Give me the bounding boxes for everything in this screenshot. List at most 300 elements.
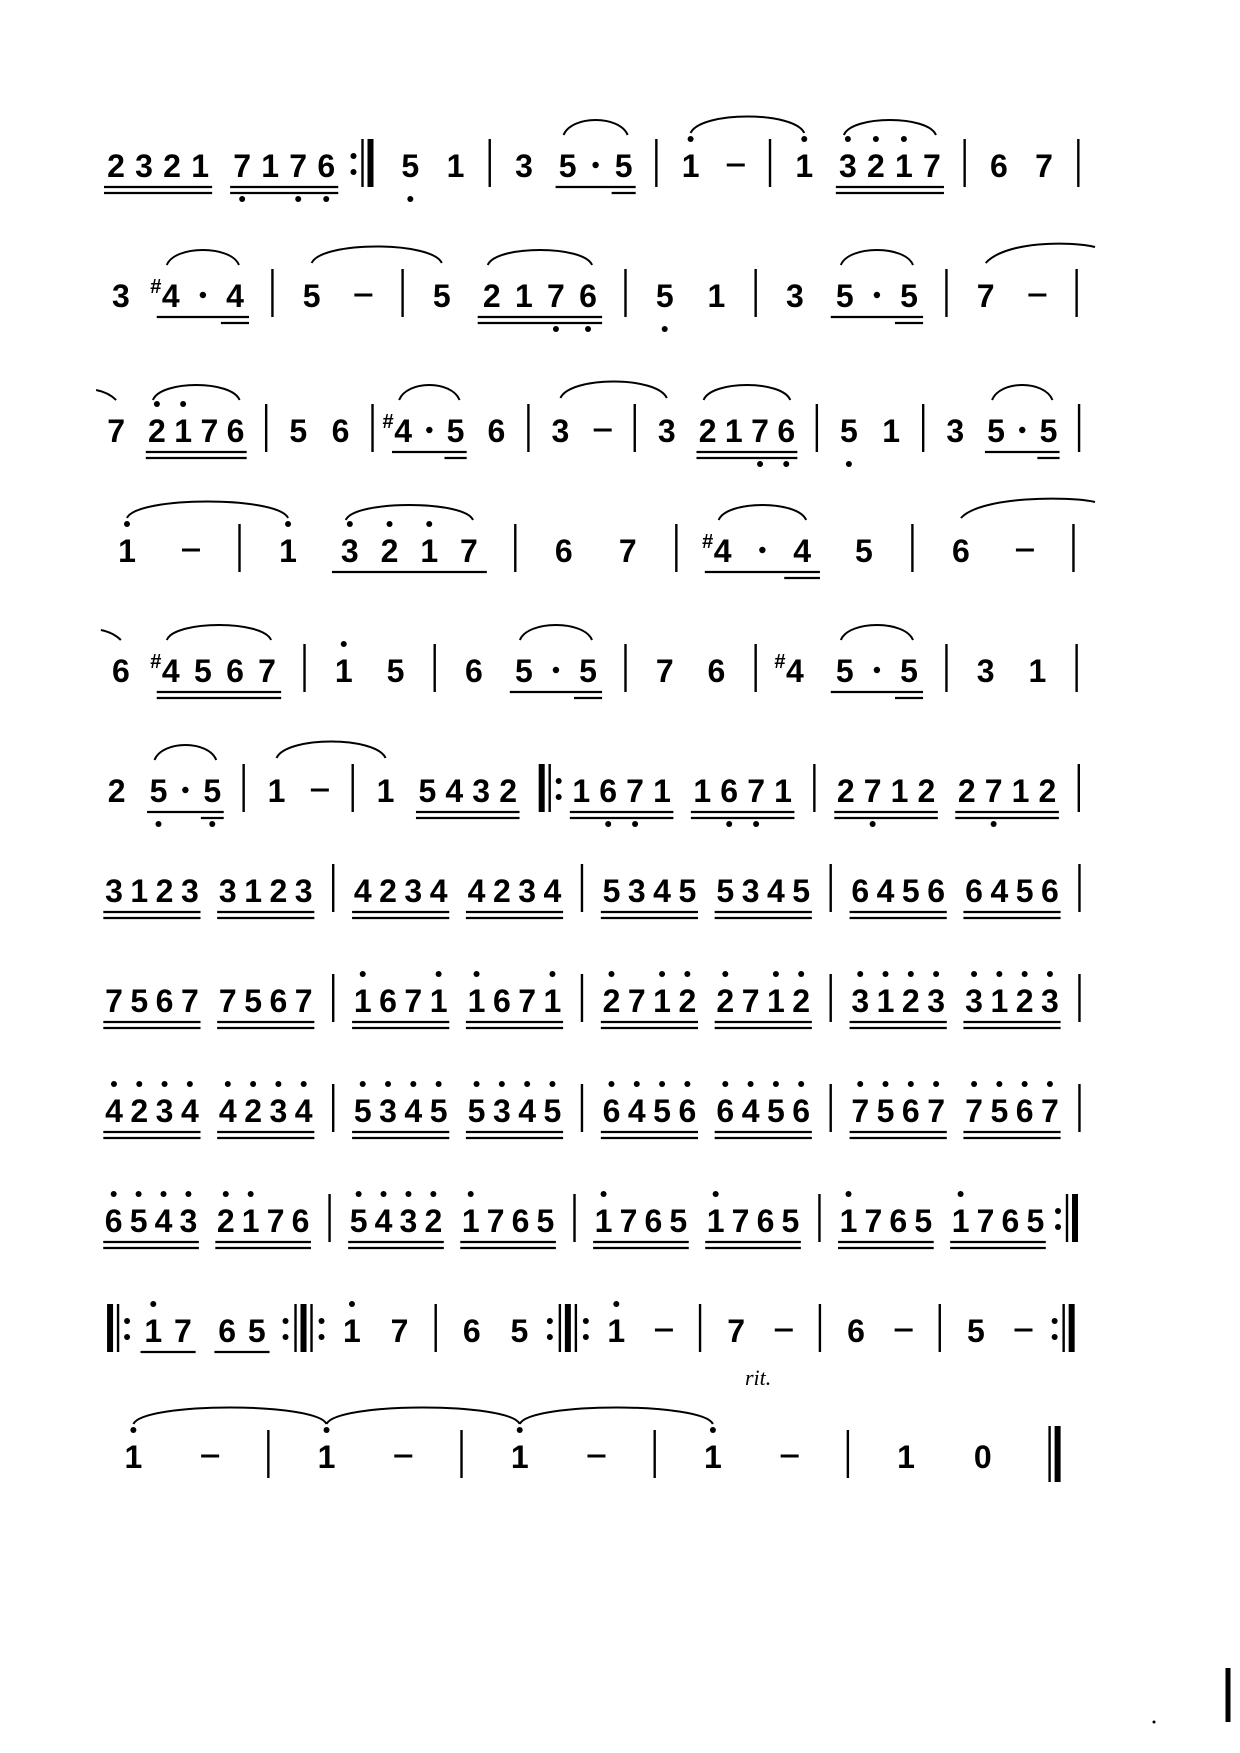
group-note-digit: 6 (269, 983, 288, 1019)
slur (704, 385, 791, 400)
group-note-high-dot (549, 971, 555, 977)
page-speck (1153, 1721, 1156, 1724)
note-digit: 1 (118, 533, 136, 569)
group-note-dot (1019, 427, 1025, 433)
group-note-digit: 1 (244, 873, 263, 909)
group-note-digit: 1 (543, 983, 562, 1019)
group-note-digit: 6 (104, 1203, 123, 1239)
note-digit: 5 (289, 413, 308, 449)
tie (127, 502, 288, 519)
group-note-high-dot (908, 971, 914, 977)
group-note-high-dot (162, 1081, 168, 1087)
group-note-digit: 7 (851, 1093, 870, 1129)
note-digit: 3 (946, 413, 965, 449)
group-note-digit: 5 (767, 1093, 785, 1129)
group-note-digit: 7 (864, 1203, 883, 1239)
note-digit: 1 (707, 278, 726, 314)
note-digit: 1 (607, 1313, 626, 1349)
group-note-digit: 5 (1039, 413, 1058, 449)
group-note-dot (553, 667, 559, 673)
group-note-digit: 7 (965, 1093, 983, 1129)
group-note-low-dot (155, 821, 161, 827)
group-note-digit: 4 (353, 873, 372, 909)
group-note-digit: 2 (836, 773, 855, 809)
group-note-digit: 4 (161, 278, 180, 314)
note-digit: 1 (343, 1313, 361, 1349)
group-note-digit: 1 (774, 773, 792, 809)
group-note-digit: 5 (990, 1093, 1009, 1129)
group-note-digit: 4 (294, 1093, 313, 1129)
group-note-digit: 1 (890, 773, 909, 809)
group-note-digit: 4 (445, 773, 464, 809)
group-note-high-dot (524, 1081, 530, 1087)
group-note-digit: 2 (957, 773, 976, 809)
tie-continuation (96, 390, 116, 400)
group-note-digit: 5 (543, 1093, 562, 1129)
note-digit: 6 (487, 413, 506, 449)
group-note-digit: 1 (420, 533, 439, 569)
group-note-digit: 3 (135, 148, 153, 184)
group-note-digit: 6 (851, 873, 870, 909)
group-note-digit: 3 (851, 983, 870, 1019)
note-digit: 7 (976, 278, 995, 314)
group-note-digit: 7 (731, 1203, 750, 1239)
group-note-high-dot (1047, 1081, 1053, 1087)
group-note-digit: 5 (900, 278, 918, 314)
group-note-high-dot (405, 1191, 411, 1197)
note-digit: 7 (107, 413, 126, 449)
group-note-digit: 5 (781, 1203, 800, 1239)
group-note-digit: 7 (218, 983, 237, 1019)
group-note-high-dot (798, 971, 804, 977)
group-note-high-dot (901, 136, 907, 142)
group-note-digit: 2 (1038, 773, 1057, 809)
note-high-dot (613, 1301, 619, 1307)
group-note-low-dot (239, 196, 245, 202)
group-note-high-dot (180, 401, 186, 407)
group-note-digit: 2 (380, 533, 399, 569)
note-digit: 6 (111, 653, 130, 689)
group-note-digit: 7 (289, 148, 308, 184)
group-note-digit: 2 (216, 1203, 235, 1239)
group-note-digit: 5 (669, 1203, 688, 1239)
group-note-high-dot (436, 971, 442, 977)
group-note-digit: 2 (379, 873, 397, 909)
note-digit: 7 (727, 1313, 746, 1349)
group-note-high-dot (436, 1081, 442, 1087)
slur (488, 250, 592, 265)
group-note-high-dot (410, 1081, 416, 1087)
group-note-digit: 6 (889, 1203, 908, 1239)
group-note-digit: 5 (900, 653, 918, 689)
group-note-high-dot (1022, 1081, 1028, 1087)
slur (346, 505, 473, 520)
group-note-high-dot (608, 971, 614, 977)
tie-continuation (101, 630, 121, 640)
group-note-digit: 1 (353, 983, 372, 1019)
group-note-digit: 5 (353, 1093, 372, 1129)
group-note-digit: 3 (179, 1203, 198, 1239)
group-note-low-dot (757, 461, 763, 467)
group-note-digit: 2 (901, 983, 920, 1019)
note-digit: 5 (401, 148, 420, 184)
note-digit: 5 (510, 1313, 529, 1349)
group-note-digit: 6 (226, 413, 245, 449)
group-note-digit: 5 (1015, 873, 1034, 909)
group-note-digit: 3 (927, 983, 946, 1019)
slur (399, 385, 459, 400)
group-note-digit: 1 (653, 773, 671, 809)
slur (719, 505, 806, 520)
group-note-digit: 4 (429, 873, 448, 909)
group-note-digit: 5 (835, 653, 854, 689)
group-note-digit: 3 (838, 148, 857, 184)
note-digit: 1 (279, 533, 297, 569)
note-digit: 5 (302, 278, 321, 314)
slur (167, 625, 271, 640)
group-note-digit: 2 (716, 983, 735, 1019)
group-note-high-dot (225, 1081, 231, 1087)
group-note-digit: 2 (163, 148, 181, 184)
group-note-high-dot (845, 136, 851, 142)
group-note-high-dot (971, 1081, 977, 1087)
group-note-digit: 2 (678, 983, 697, 1019)
group-note-digit: 5 (876, 1093, 895, 1129)
group-note-high-dot (933, 971, 939, 977)
group-note-digit: 4 (105, 1093, 123, 1129)
group-note-high-dot (136, 1081, 142, 1087)
group-note-high-dot (387, 521, 393, 527)
group-note-digit: 6 (678, 1093, 697, 1129)
note-digit: 1 (1028, 653, 1047, 689)
group-note-digit: 3 (472, 773, 491, 809)
group-note-high-dot (713, 1191, 719, 1197)
group-note-high-dot (601, 1191, 607, 1197)
group-note-high-dot (748, 1081, 754, 1087)
note-high-dot (710, 1427, 716, 1433)
repeat-dot (556, 778, 562, 784)
note-digit: 4 (785, 653, 804, 689)
group-note-digit: 7 (863, 773, 882, 809)
tie (312, 247, 442, 264)
group-note-digit: 5 (514, 653, 533, 689)
group-note-digit: 7 (927, 1093, 946, 1129)
group-note-digit: 7 (626, 773, 644, 809)
group-note-digit: 3 (105, 873, 123, 909)
tie (560, 382, 666, 399)
group-note-digit: 1 (876, 983, 895, 1019)
tie (520, 1408, 713, 1425)
group-note-digit: 5 (536, 1203, 555, 1239)
note-digit: 0 (973, 1439, 992, 1475)
group-note-digit: 6 (720, 773, 739, 809)
group-note-digit: 5 (792, 873, 811, 909)
tie (133, 1408, 326, 1425)
group-note-digit: 6 (716, 1093, 735, 1129)
group-note-digit: 5 (558, 148, 577, 184)
group-note-digit: 4 (627, 1093, 646, 1129)
group-note-digit: 4 (467, 873, 486, 909)
group-note-high-dot (634, 1081, 640, 1087)
group-note-high-dot (275, 1081, 281, 1087)
group-note-digit: 1 (130, 873, 149, 909)
group-note-high-dot (798, 1081, 804, 1087)
group-note-digit: 3 (340, 533, 359, 569)
group-note-high-dot (722, 1081, 728, 1087)
group-note-high-dot (360, 1081, 366, 1087)
group-note-high-dot (426, 521, 432, 527)
group-note-high-dot (908, 1081, 914, 1087)
note-digit: 3 (551, 413, 570, 449)
group-note-digit: 3 (404, 873, 423, 909)
group-note-high-dot (684, 971, 690, 977)
group-note-high-dot (883, 971, 889, 977)
group-note-digit: 3 (741, 873, 760, 909)
rit-marking: rit. (745, 1365, 772, 1390)
group-note-digit: 5 (193, 653, 212, 689)
note-digit: 1 (681, 148, 700, 184)
note-digit: 1 (267, 773, 286, 809)
group-note-digit: 6 (579, 278, 597, 314)
note-sharp: # (774, 651, 786, 673)
group-note-digit: 6 (756, 1203, 775, 1239)
tie (691, 117, 805, 134)
group-note-low-dot (209, 821, 215, 827)
group-note-digit: 3 (218, 873, 237, 909)
group-note-digit: 4 (990, 873, 1009, 909)
group-note-digit: 4 (741, 1093, 760, 1129)
group-note-digit: 6 (1015, 1093, 1034, 1129)
group-note-low-dot (870, 821, 876, 827)
group-note-high-dot (250, 1081, 256, 1087)
group-note-digit: 2 (1015, 983, 1034, 1019)
group-note-digit: 1 (724, 413, 743, 449)
repeat-dot (283, 1334, 289, 1340)
group-note-high-dot (608, 1081, 614, 1087)
group-note-digit: 2 (130, 1093, 149, 1129)
note-digit: 7 (390, 1313, 409, 1349)
group-note-sharp: # (702, 531, 714, 553)
group-note-digit: 7 (105, 983, 123, 1019)
group-note-digit: 4 (161, 653, 180, 689)
note-digit: 1 (897, 1439, 915, 1475)
group-note-digit: 7 (923, 148, 941, 184)
group-note-high-dot (1047, 971, 1053, 977)
group-note-digit: 1 (767, 983, 785, 1019)
group-note-digit: 5 (446, 413, 465, 449)
group-note-high-dot (971, 971, 977, 977)
group-note-high-dot (773, 971, 779, 977)
group-note-digit: 5 (149, 773, 168, 809)
repeat-dot (547, 1318, 553, 1324)
group-note-digit: 6 (1001, 1203, 1020, 1239)
group-note-digit: 1 (951, 1203, 970, 1239)
group-note-dot (874, 667, 880, 673)
group-note-low-dot (553, 326, 559, 332)
group-note-digit: 6 (965, 873, 983, 909)
group-note-digit: 5 (129, 1203, 148, 1239)
group-note-digit: 7 (200, 413, 219, 449)
group-note-digit: 3 (1041, 983, 1059, 1019)
group-note-digit: 4 (793, 533, 811, 569)
note-digit: 1 (795, 148, 814, 184)
group-note-digit: 3 (180, 873, 199, 909)
tie-open (986, 244, 1095, 263)
note-low-dot (662, 326, 668, 332)
group-note-digit: 5 (203, 773, 222, 809)
note-high-dot (124, 521, 130, 527)
repeat-dot (556, 794, 562, 800)
repeat-dot (1052, 1334, 1058, 1340)
group-note-high-dot (150, 1301, 156, 1307)
group-note-high-dot (1022, 971, 1028, 977)
note-digit: 1 (446, 148, 465, 184)
group-note-digit: 7 (266, 1203, 285, 1239)
note-digit: 1 (704, 1439, 722, 1475)
note-digit: 5 (839, 413, 858, 449)
slur (992, 385, 1052, 400)
group-note-digit: 6 (218, 1313, 237, 1349)
group-note-high-dot (684, 1081, 690, 1087)
note-digit: 5 (966, 1313, 985, 1349)
group-note-digit: 1 (241, 1203, 260, 1239)
group-note-digit: 1 (461, 1203, 480, 1239)
note-digit: 5 (432, 278, 451, 314)
group-note-digit: 4 (713, 533, 732, 569)
group-note-high-dot (933, 1081, 939, 1087)
group-note-low-dot (991, 821, 997, 827)
group-note-digit: 5 (602, 873, 621, 909)
group-note-dot (592, 162, 598, 168)
group-note-digit: 5 (835, 278, 854, 314)
repeat-dot (1055, 1208, 1061, 1214)
note-digit: 6 (465, 653, 483, 689)
group-note-digit: 6 (511, 1203, 530, 1239)
group-note-digit: 2 (698, 413, 717, 449)
group-note-high-dot (111, 1191, 117, 1197)
repeat-dot (350, 169, 356, 175)
group-note-digit: 4 (767, 873, 785, 909)
note-high-dot (324, 1427, 330, 1433)
group-note-digit: 1 (191, 148, 210, 184)
group-note-digit: 6 (644, 1203, 663, 1239)
slur (167, 250, 239, 265)
group-note-digit: 5 (987, 413, 1005, 449)
group-note-digit: 5 (653, 1093, 671, 1129)
group-note-digit: 5 (429, 1093, 448, 1129)
note-high-dot (801, 136, 807, 142)
note-digit: 6 (847, 1313, 865, 1349)
group-note-digit: 3 (627, 873, 646, 909)
group-note-digit: 7 (486, 1203, 505, 1239)
group-note-digit: 4 (218, 1093, 237, 1129)
group-note-high-dot (883, 1081, 889, 1087)
group-note-digit: 3 (294, 873, 313, 909)
group-note-high-dot (385, 1081, 391, 1087)
group-note-high-dot (996, 971, 1002, 977)
group-note-digit: 6 (291, 1203, 310, 1239)
group-note-digit: 2 (917, 773, 936, 809)
group-note-digit: 7 (233, 148, 252, 184)
slur (153, 385, 240, 400)
group-note-low-dot (632, 821, 638, 827)
group-note-digit: 5 (247, 1313, 266, 1349)
group-note-digit: 5 (244, 983, 263, 1019)
group-note-digit: 7 (1041, 1093, 1059, 1129)
group-note-digit: 1 (467, 983, 486, 1019)
group-note-digit: 1 (429, 983, 448, 1019)
group-note-digit: 5 (467, 1093, 486, 1129)
note-digit: 1 (317, 1439, 336, 1475)
group-note-high-dot (356, 1191, 362, 1197)
repeat-dot (319, 1318, 325, 1324)
group-note-digit: 1 (839, 1203, 858, 1239)
group-note-digit: 6 (492, 983, 511, 1019)
group-note-digit: 4 (404, 1093, 423, 1129)
group-note-digit: 1 (706, 1203, 725, 1239)
group-note-high-dot (111, 1081, 117, 1087)
group-note-high-dot (549, 1081, 555, 1087)
group-note-dot (200, 292, 206, 298)
group-note-digit: 5 (901, 873, 920, 909)
group-note-digit: 1 (895, 148, 913, 184)
group-note-sharp: # (150, 651, 162, 673)
group-note-high-dot (161, 1191, 167, 1197)
group-note-digit: 5 (579, 653, 597, 689)
group-note-digit: 4 (226, 278, 244, 314)
group-note-low-dot (753, 821, 759, 827)
group-note-digit: 2 (482, 278, 501, 314)
slur (564, 120, 628, 135)
group-note-low-dot (783, 461, 789, 467)
note-digit: 3 (976, 653, 995, 689)
group-note-digit: 2 (148, 413, 166, 449)
note-digit: 6 (990, 148, 1008, 184)
note-high-dot (285, 521, 291, 527)
group-note-digit: 7 (619, 1203, 638, 1239)
group-note-digit: 7 (976, 1203, 995, 1239)
group-note-digit: 6 (602, 1093, 621, 1129)
note-digit: 5 (655, 278, 674, 314)
note-high-dot (517, 1427, 523, 1433)
group-note-high-dot (996, 1081, 1002, 1087)
group-note-digit: 7 (404, 983, 423, 1019)
repeat-dot (319, 1334, 325, 1340)
repeat-dot (124, 1334, 130, 1340)
group-note-digit: 2 (244, 1093, 263, 1129)
group-note-digit: 2 (602, 983, 621, 1019)
group-note-low-dot (295, 196, 301, 202)
group-note-high-dot (136, 1191, 142, 1197)
note-digit: 5 (854, 533, 873, 569)
group-note-digit: 6 (226, 653, 244, 689)
group-note-digit: 2 (492, 873, 511, 909)
group-note-digit: 2 (424, 1203, 443, 1239)
group-note-digit: 5 (349, 1203, 368, 1239)
group-note-high-dot (857, 1081, 863, 1087)
group-note-dot (182, 787, 188, 793)
slur (841, 625, 913, 640)
group-note-digit: 7 (294, 983, 313, 1019)
note-low-dot (846, 461, 852, 467)
group-note-digit: 1 (144, 1313, 163, 1349)
group-note-digit: 4 (653, 873, 671, 909)
group-note-digit: 2 (499, 773, 517, 809)
group-note-high-dot (773, 1081, 779, 1087)
tie (277, 742, 386, 759)
group-note-digit: 5 (614, 148, 633, 184)
group-note-high-dot (360, 971, 366, 977)
